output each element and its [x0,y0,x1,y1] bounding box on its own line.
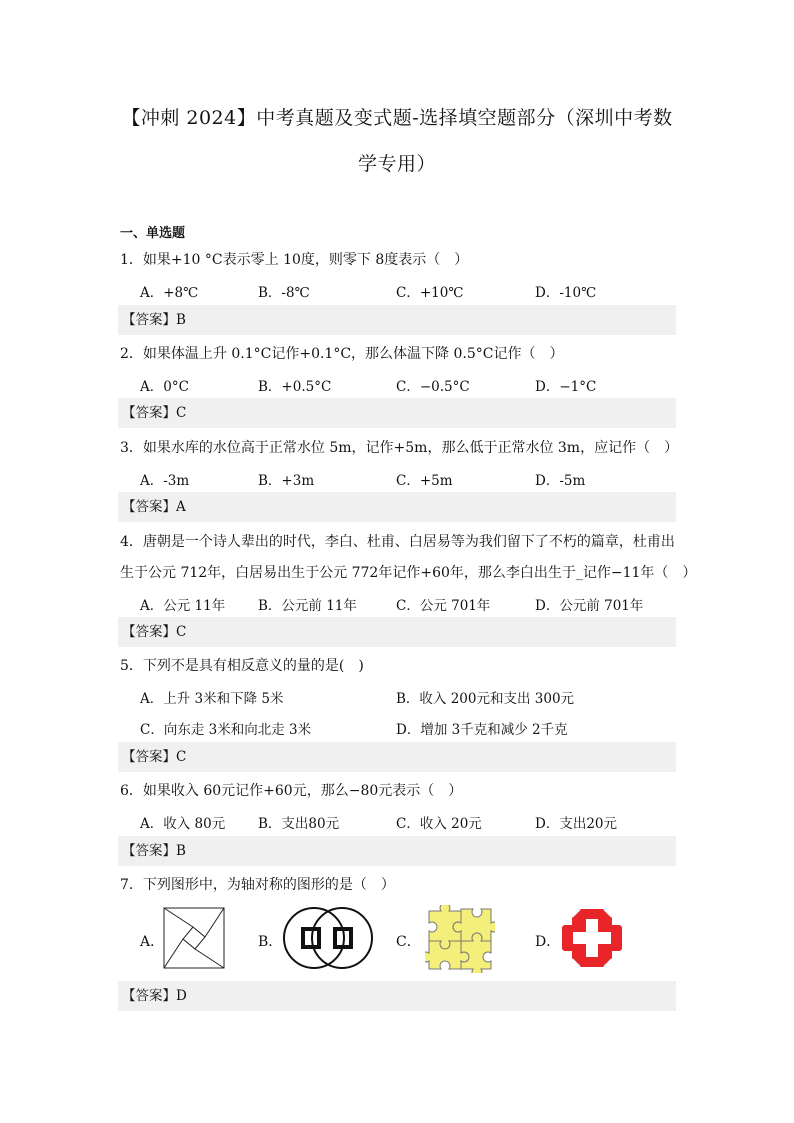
q6-option-d: D．支出20元 [535,816,618,832]
q5-option-d: D．增加 3千克和减少 2千克 [396,722,568,738]
q7-option-d: D． [535,934,561,950]
section-heading: 一、单选题 [120,226,186,241]
q7-option-c: C． [396,934,421,950]
q2-option-a: A．0°C [140,379,189,395]
question-2-stem: 2．如果体温上升 0.1°C记作+0.1°C，那么体温下降 0.5°C记作（ ） [120,346,564,362]
q2-option-d: D．−1°C [535,379,597,395]
q2-option-b: B．+0.5°C [258,379,332,395]
q6-option-c: C．收入 20元 [396,816,482,832]
q4-option-c: C．公元 701年 [396,598,491,614]
q2-option-c: C．−0.5°C [396,379,470,395]
double-coin-figure [281,905,375,971]
red-cross-figure [560,907,624,969]
page-title [100,95,694,187]
q3-answer: 【答案】A [118,492,676,522]
q1-answer: 【答案】B [118,305,676,335]
q6-option-a: A．收入 80元 [140,816,226,832]
pinwheel-square-figure [163,907,225,969]
question-5-stem: 5．下列不是具有相反意义的量的是( ) [120,658,364,674]
q1-option-d: D．-10℃ [535,285,597,301]
question-7-stem: 7．下列图形中，为轴对称的图形的是（ ） [120,877,395,893]
q4-option-b: B．公元前 11年 [258,598,357,614]
q3-option-b: B．+3m [258,473,315,489]
q6-answer: 【答案】B [118,836,676,866]
q7-option-a: A． [140,934,165,950]
q6-option-b: B．支出80元 [258,816,340,832]
q7-answer: 【答案】D [118,981,676,1011]
q2-answer: 【答案】C [118,398,676,428]
q4-answer: 【答案】C [118,617,676,647]
q3-option-a: A．-3m [140,473,190,489]
title-line-2: 学专用） [357,153,436,175]
question-1-stem: 1．如果+10 °C表示零上 10度，则零下 8度表示（ ） [120,252,469,268]
title-line-1: 【冲刺 2024】中考真题及变式题-选择填空题部分（深圳中考数 [121,107,673,129]
q4-option-a: A．公元 11年 [140,598,226,614]
q1-option-a: A．+8℃ [140,285,199,301]
q5-option-a: A．上升 3米和下降 5米 [140,691,284,707]
q1-option-b: B．-8℃ [258,285,310,301]
question-6-stem: 6．如果收入 60元记作+60元，那么−80元表示（ ） [120,783,463,799]
q1-option-c: C．+10℃ [396,285,464,301]
q7-option-b: B． [258,934,283,950]
puzzle-pieces-figure [425,905,495,973]
q5-option-c: C．向东走 3米和向北走 3米 [140,722,312,738]
q5-answer: 【答案】C [118,742,676,772]
q3-option-c: C．+5m [396,473,453,489]
question-4-stem-2: 生于公元 712年，白居易出生于公元 772年记作+60年，那么李白出生于_记作−11年（ ） [120,565,697,581]
q3-option-d: D．-5m [535,473,586,489]
question-4-stem: 4．唐朝是一个诗人辈出的时代，李白、杜甫、白居易等为我们留下了不朽的篇章，杜甫出 [120,534,675,550]
question-3-stem: 3．如果水库的水位高于正常水位 5m，记作+5m，那么低于正常水位 3m，应记作（ ） [120,440,679,456]
q5-option-b: B．收入 200元和支出 300元 [396,691,575,707]
q4-option-d: D．公元前 701年 [535,598,644,614]
